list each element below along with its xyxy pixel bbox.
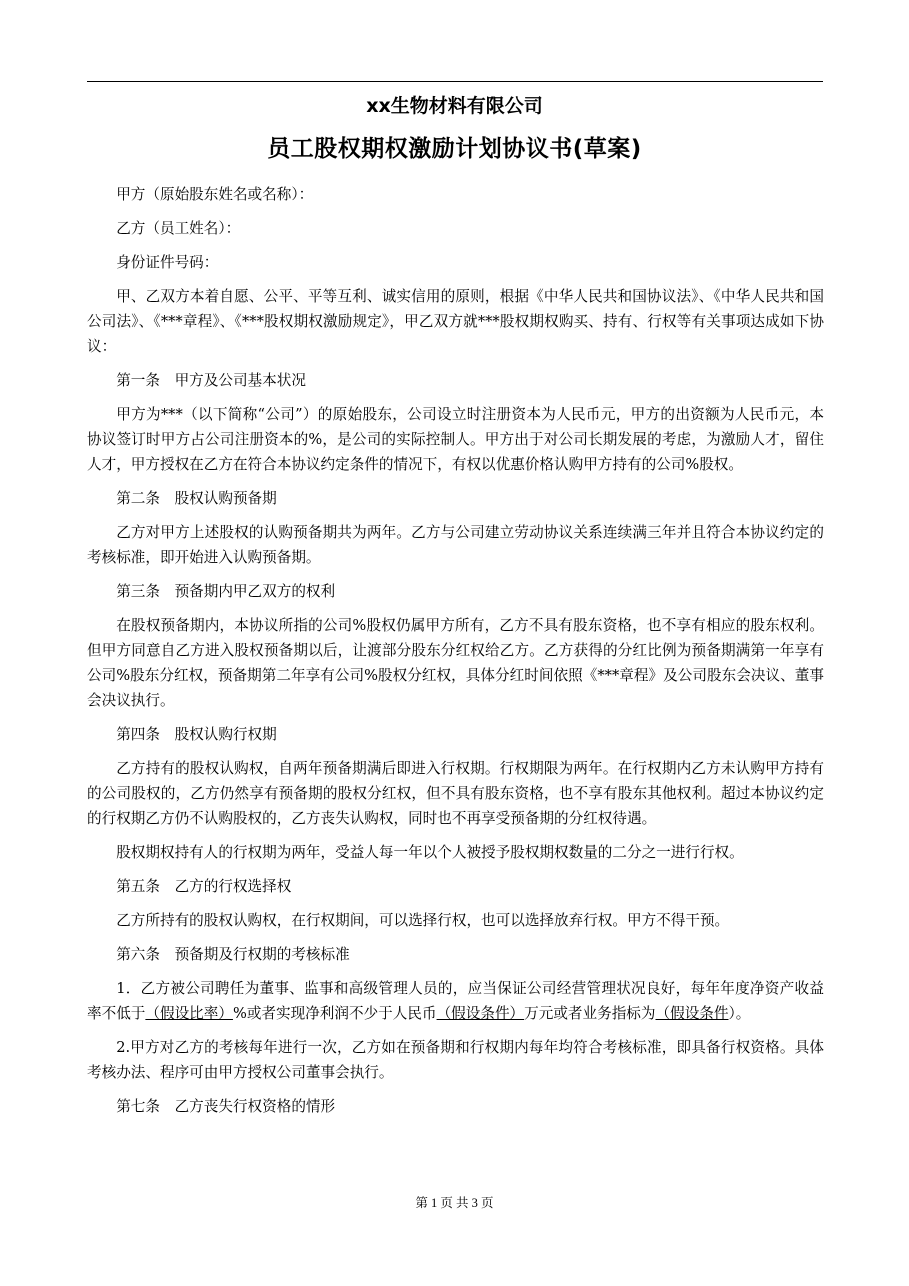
assumed-condition-blank-1: （假设条件）	[436, 1005, 525, 1022]
article-3-heading: 第三条 预备期内甲乙双方的权利	[116, 583, 336, 600]
article-6-item-2: 2.甲方对乙方的考核每年进行一次，乙方如在预备期和行权期内每年均符合考核标准，即具备行权资格。具体考核办法、程序可由甲方授权公司董事会执行。	[87, 1039, 824, 1081]
article-4-text-2: 股权期权持有人的行权期为两年，受益人每一年以个人被授予股权期权数量的二分之一进行行权。	[116, 844, 744, 861]
article-4-text-1: 乙方持有的股权认购权，自两年预备期满后即进入行权期。行权期限为两年。在行权期内乙方未认购甲方持有的公司股权的，乙方仍然享有预备期的股权分红权，但不具有股东资格，也不享有股东其他权利。超过本协议约定的行权期乙方仍不认购股权的，乙方丧失认购权，同时也不再享受预备期的分红权待遇。	[87, 760, 824, 827]
preamble: 甲、乙双方本着自愿、公平、平等互利、诚实信用的原则，根据《中华人民共和国协议法》、《中华人民共和国公司法》、《***章程》、《***股权期权激励规定》，甲乙双方就***股权期权购买、持有、行权等有关事项达成如下协议：	[87, 288, 824, 355]
header-rule	[87, 81, 823, 82]
article-5-heading: 第五条 乙方的行权选择权	[116, 878, 292, 895]
document-title: 员工股权期权激励计划协议书(草案)	[267, 136, 642, 162]
assumed-condition-blank-2: （假设条件	[655, 1005, 729, 1022]
article-4-heading: 第四条 股权认购行权期	[116, 726, 277, 743]
article-5-text: 乙方所持有的股权认购权，在行权期间，可以选择行权，也可以选择放弃行权。甲方不得干预。	[116, 912, 730, 929]
item-1-part-g: ）。	[728, 1005, 751, 1022]
article-2-text: 乙方对甲方上述股权的认购预备期共为两年。乙方与公司建立劳动协议关系连续满三年并且符合本协议约定的考核标准，即开始进入认购预备期。	[87, 524, 824, 566]
article-2-heading: 第二条 股权认购预备期	[116, 490, 277, 507]
item-1-part-c: %或者实现净利润不少于人民币	[232, 1005, 437, 1022]
document-body	[87, 182, 824, 1128]
item-1-part-e: 万元或者业务指标为	[524, 1005, 656, 1022]
article-6-item-1	[87, 976, 824, 1026]
article-7-heading: 第七条 乙方丧失行权资格的情形	[116, 1098, 336, 1115]
assumed-ratio-blank: （假设比率）	[145, 1005, 233, 1022]
item-1-part-a: 1．乙方被公司聘任为董事、监事和高级管理人员的，应当保证公司经营管理状况良好，每年年度净资产收益率不低于	[87, 980, 824, 1022]
party-b-line: 乙方（员工姓名）：	[116, 220, 241, 237]
article-3-text: 在股权预备期内，本协议所指的公司%股权仍属甲方所有，乙方不具有股东资格，也不享有相应的股东权利。但甲方同意自乙方进入股权预备期以后，让渡部分股东分红权给乙方。乙方获得的分红比例为预备期满第一年享有公司%股东分红权，预备期第二年享有公司%股权分红权，具体分红时间依照《***章程》及公司股东会决议、董事会决议执行。	[87, 617, 824, 709]
article-6-heading: 第六条 预备期及行权期的考核标准	[116, 946, 350, 963]
company-name: xx生物材料有限公司	[366, 95, 543, 117]
id-number-line: 身份证件号码：	[116, 254, 219, 271]
article-1-text: 甲方为***（以下简称“公司”）的原始股东，公司设立时注册资本为人民币元，甲方的出资额为人民币元，本协议签订时甲方占公司注册资本的%，是公司的实际控制人。甲方出于对公司长期发展的考虑，为激励人才，留住人才，甲方授权在乙方在符合本协议约定条件的情况下，有权以优惠价格认购甲方持有的公司%股权。	[87, 406, 824, 473]
page-number: 第 1 页 共 3 页	[415, 1196, 494, 1210]
party-a-line: 甲方（原始股东姓名或名称）：	[116, 186, 314, 203]
article-1-heading: 第一条 甲方及公司基本状况	[116, 372, 306, 389]
